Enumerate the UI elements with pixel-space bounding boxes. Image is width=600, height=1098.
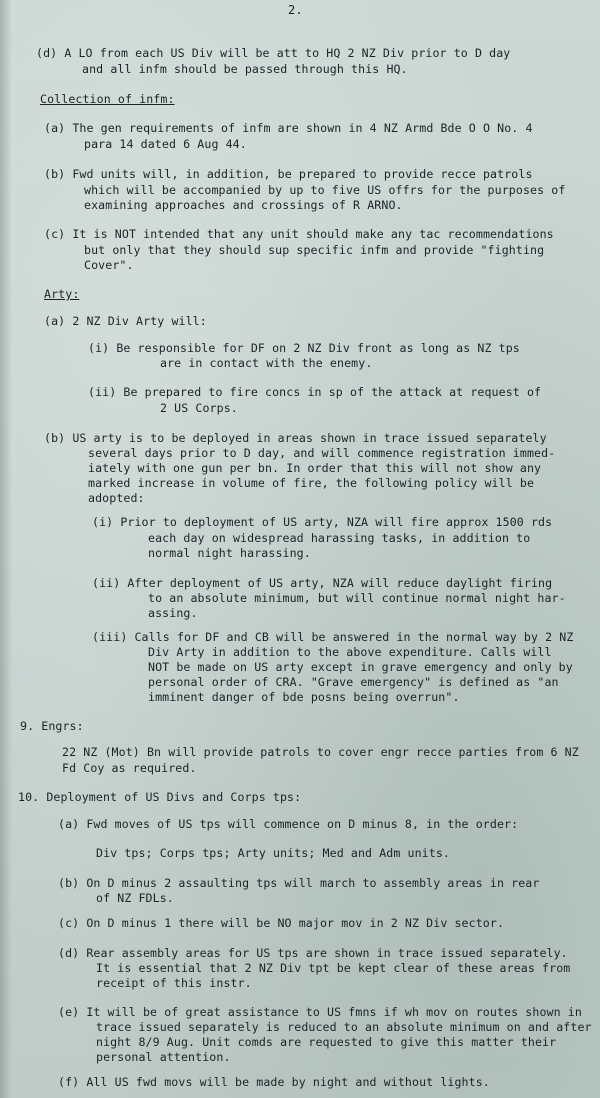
doc-line: to an absolute minimum, but will continue normal night har- <box>148 591 566 605</box>
doc-line: 2 US Corps. <box>160 401 238 415</box>
doc-line: are in contact with the enemy. <box>160 356 373 370</box>
doc-line: (a) 2 NZ Div Arty will: <box>44 314 207 328</box>
doc-line: and all infm should be passed through this HQ. <box>82 62 408 76</box>
page-edge-shadow <box>0 0 12 1098</box>
doc-line: (a) Fwd moves of US tps will commence on D minus 8, in the order: <box>58 817 519 831</box>
doc-line: (b) Fwd units will, in addition, be prepared to provide recce patrols <box>44 167 533 181</box>
doc-line: iately with one gun per bn. In order that this will not show any <box>88 461 542 475</box>
doc-line: (a) The gen requirements of infm are shown in 4 NZ Armd Bde O O No. 4 <box>44 121 533 135</box>
doc-line: (d) Rear assembly areas for US tps are shown in trace issued separately. <box>58 946 568 960</box>
doc-line: (b) US arty is to be deployed in areas shown in trace issued separately <box>44 431 547 445</box>
section-heading: 10. Deployment of US Divs and Corps tps: <box>18 790 302 804</box>
doc-line: night 8/9 Aug. Unit comds are requested to give this matter their <box>96 1035 557 1049</box>
doc-line: (i) Prior to deployment of US arty, NZA will fire approx 1500 rds <box>92 515 553 529</box>
doc-line: Fd Coy as required. <box>62 761 197 775</box>
doc-line: assing. <box>148 606 198 620</box>
doc-line: several days prior to D day, and will commence registration immed- <box>88 446 556 460</box>
doc-line: imminent danger of bde posns being overrun". <box>148 690 460 704</box>
doc-line: para 14 dated 6 Aug 44. <box>84 137 247 151</box>
doc-line: (c) On D minus 1 there will be NO major mov in 2 NZ Div sector. <box>58 916 505 930</box>
doc-line: examining approaches and crossings of R ARNO. <box>84 198 403 212</box>
doc-line: of NZ FDLs. <box>96 891 174 905</box>
doc-line: (f) All US fwd movs will be made by night and without lights. <box>58 1075 490 1089</box>
doc-line: (e) It will be of great assistance to US fmns if wh mov on routes shown in <box>58 1005 582 1019</box>
doc-line: NOT be made on US arty except in grave emergency and only by <box>148 660 573 674</box>
page-number: 2. <box>288 3 303 17</box>
doc-line: Cover". <box>84 258 134 272</box>
doc-line: personal order of CRA. "Grave emergency" is defined as "an <box>148 675 559 689</box>
section-heading: 9. Engrs: <box>20 719 84 733</box>
doc-line: 22 NZ (Mot) Bn will provide patrols to cover engr recce parties from 6 NZ <box>62 745 579 759</box>
doc-line: but only that they should sup specific infm and provide "fighting <box>84 243 545 257</box>
doc-line: (i) Be responsible for DF on 2 NZ Div front as long as NZ tps <box>88 341 520 355</box>
doc-line: Div Arty in addition to the above expenditure. Calls will <box>148 645 552 659</box>
doc-line: receipt of this instr. <box>96 976 252 990</box>
doc-line: trace issued separately is reduced to an absolute minimum on and after <box>96 1020 592 1034</box>
doc-line: It is essential that 2 NZ Div tpt be kept clear of these areas from <box>96 961 571 975</box>
doc-line: (ii) Be prepared to fire concs in sp of the attack at request of <box>88 385 542 399</box>
doc-line: (iii) Calls for DF and CB will be answered in the normal way by 2 NZ <box>92 630 574 644</box>
section-heading: Collection of infm: <box>40 92 175 106</box>
doc-line: marked increase in volume of fire, the following policy will be <box>88 476 535 490</box>
doc-line: (ii) After deployment of US arty, NZA will reduce daylight firing <box>92 576 553 590</box>
doc-line: Div tps; Corps tps; Arty units; Med and Adm units. <box>96 846 451 860</box>
section-heading: Arty: <box>44 287 80 301</box>
doc-line: which will be accompanied by up to five US offrs for the purposes of <box>84 183 566 197</box>
doc-line: normal night harassing. <box>148 546 311 560</box>
doc-line: (d) A LO from each US Div will be att to HQ 2 NZ Div prior to D day <box>36 46 511 60</box>
doc-line: (b) On D minus 2 assaulting tps will march to assembly areas in rear <box>58 876 540 890</box>
doc-line: (c) It is NOT intended that any unit should make any tac recommendations <box>44 227 554 241</box>
doc-line: adopted: <box>88 491 145 505</box>
doc-line: personal attention. <box>96 1050 231 1064</box>
doc-line: each day on widespread harassing tasks, in addition to <box>148 531 531 545</box>
